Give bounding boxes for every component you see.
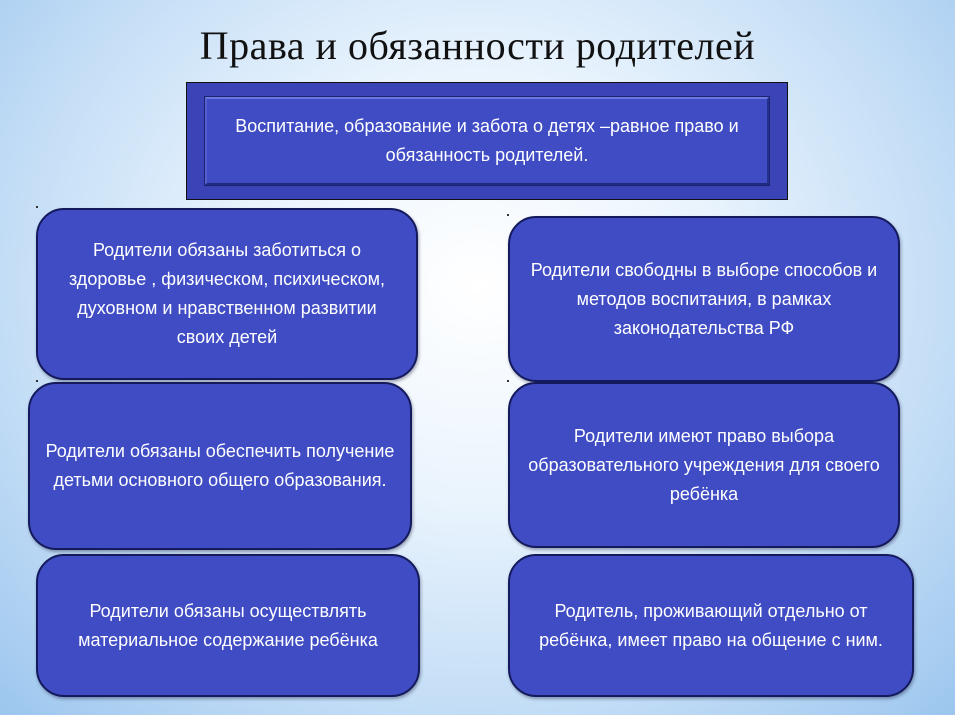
- left-box-health: Родители обязаны заботиться о здоровье , физическом, психическом, духовном и нравственном развитии своих детей: [36, 208, 418, 380]
- corner-dot: [507, 214, 509, 216]
- corner-dot: [507, 380, 509, 382]
- corner-dot: [36, 380, 38, 382]
- left-box-support: Родители обязаны осуществлять материальное содержание ребёнка: [36, 554, 420, 697]
- header-box-text: Воспитание, образование и забота о детях –равное право и обязанность родителей.: [205, 97, 769, 185]
- right-box-communication: Родитель, проживающий отдельно от ребёнка, имеет право на общение с ним.: [508, 554, 914, 697]
- header-box: [186, 82, 788, 200]
- left-box-education: Родители обязаны обеспечить получение детьми основного общего образования.: [28, 382, 412, 550]
- page-title: Права и обязанности родителей: [199, 23, 756, 68]
- right-box-school-choice: Родители имеют право выбора образовательного учреждения для своего ребёнка: [508, 382, 900, 548]
- right-box-methods: Родители свободны в выборе способов и методов воспитания, в рамках законодательства РФ: [508, 216, 900, 382]
- corner-dot: [36, 206, 38, 208]
